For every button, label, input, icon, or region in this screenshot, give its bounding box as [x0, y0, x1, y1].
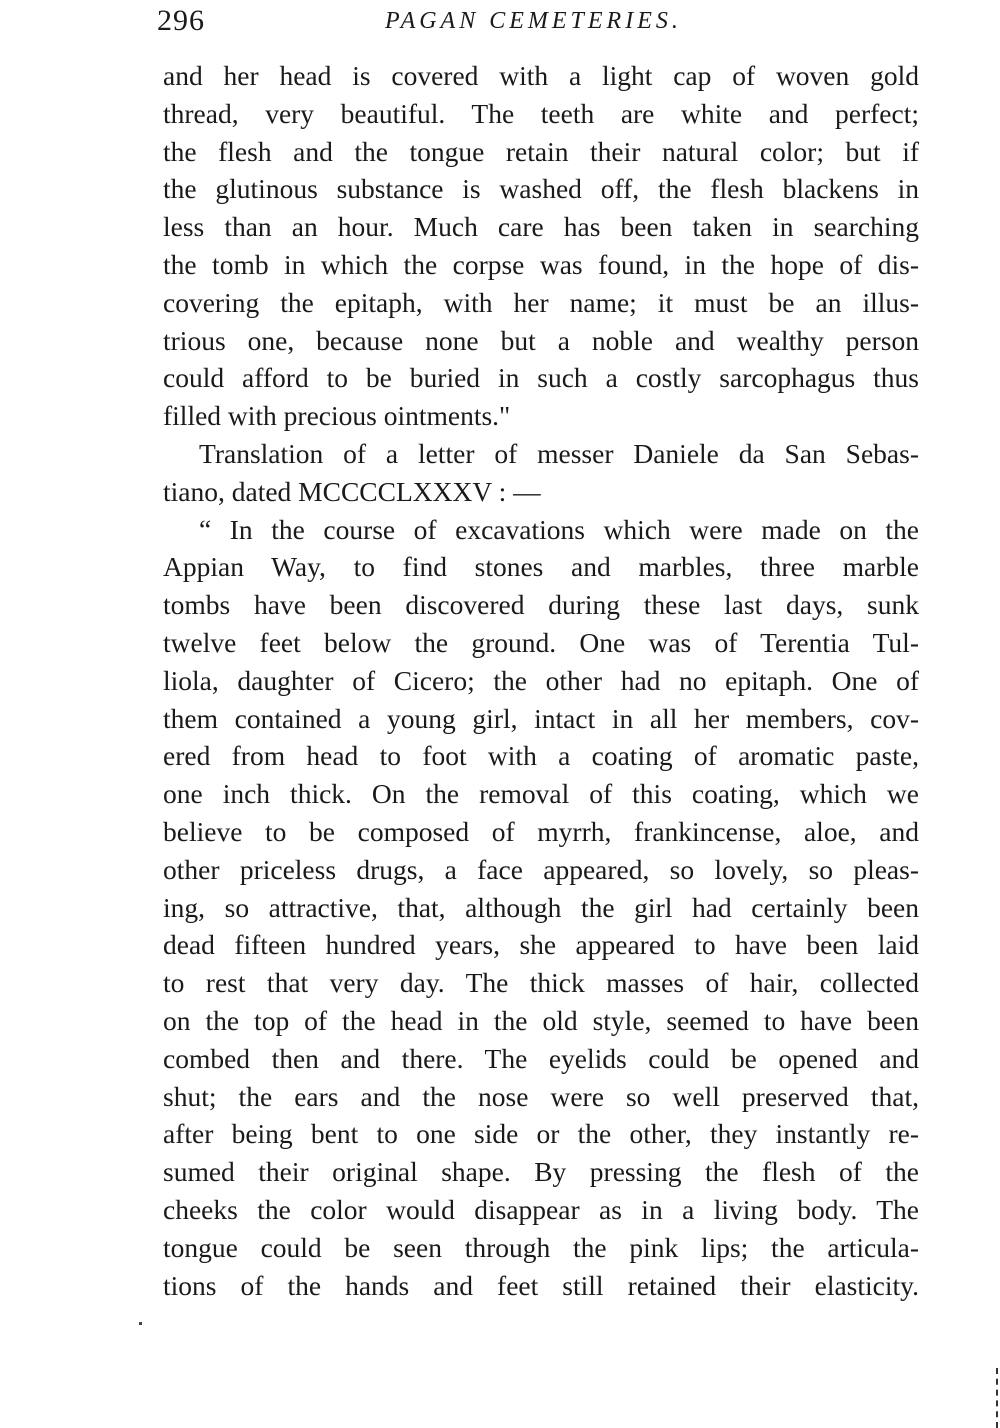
text-line: believe to be composed of myrrh, frankincense, aloe, and	[163, 815, 919, 847]
text-line: dead fifteen hundred years, she appeared to have been laid	[163, 929, 919, 961]
text-line: on the top of the head in the old style, seemed to have been	[163, 1004, 919, 1036]
running-title: PAGAN CEMETERIES.	[385, 8, 682, 34]
text-line: less than an hour. Much care has been taken in searching	[163, 211, 919, 243]
text-line: filled with precious ointments."	[163, 400, 511, 432]
text-line: thread, very beautiful. The teeth are white and perfect;	[163, 97, 919, 129]
page-number: 296	[157, 4, 205, 37]
text-line: tombs have been discovered during these last days, sunk	[163, 589, 919, 621]
text-line: sumed their original shape. By pressing the flesh of the	[163, 1156, 919, 1188]
text-line: the flesh and the tongue retain their natural color; but if	[163, 135, 919, 167]
scan-edge-mark	[994, 1368, 998, 1428]
text-line: ered from head to foot with a coating of aromatic paste,	[163, 740, 919, 772]
text-line: Appian Way, to find stones and marbles, three marble	[163, 551, 919, 583]
text-line: could afford to be buried in such a costly sarcophagus thus	[163, 362, 919, 394]
text-line: after being bent to one side or the other, they instantly re-	[163, 1118, 919, 1150]
body-text	[163, 57, 919, 1304]
text-line: tions of the hands and feet still retained their elasticity.	[163, 1269, 919, 1301]
scan-speck	[139, 1322, 142, 1325]
text-line: one inch thick. On the removal of this coating, which we	[163, 778, 919, 810]
text-line: cheeks the color would disappear as in a living body. The	[163, 1193, 919, 1225]
text-line: other priceless drugs, a face appeared, so lovely, so pleas-	[163, 853, 919, 885]
text-line: “ In the course of excavations which were made on the	[199, 513, 919, 545]
text-line: tiano, dated MCCCCLXXXV : —	[163, 475, 541, 507]
text-line: ing, so attractive, that, although the girl had certainly been	[163, 891, 919, 923]
text-line: covering the epitaph, with her name; it must be an illus-	[163, 286, 919, 318]
text-line: to rest that very day. The thick masses of hair, collected	[163, 967, 919, 999]
text-line: the tomb in which the corpse was found, in the hope of dis-	[163, 248, 919, 280]
text-line: and her head is covered with a light cap of woven gold	[163, 60, 919, 91]
text-line: them contained a young girl, intact in all her members, cov-	[163, 702, 919, 734]
text-line: Translation of a letter of messer Daniele da San Sebas-	[199, 437, 919, 469]
text-line: combed then and there. The eyelids could be opened and	[163, 1042, 919, 1074]
text-line: liola, daughter of Cicero; the other had no epitaph. One of	[163, 664, 919, 696]
text-line: shut; the ears and the nose were so well preserved that,	[163, 1080, 919, 1112]
text-line: tongue could be seen through the pink lips; the articula-	[163, 1231, 919, 1263]
text-line: twelve feet below the ground. One was of Terentia Tul-	[163, 626, 919, 658]
text-line: the glutinous substance is washed off, the flesh blackens in	[163, 173, 919, 205]
text-line: trious one, because none but a noble and wealthy person	[163, 324, 919, 356]
